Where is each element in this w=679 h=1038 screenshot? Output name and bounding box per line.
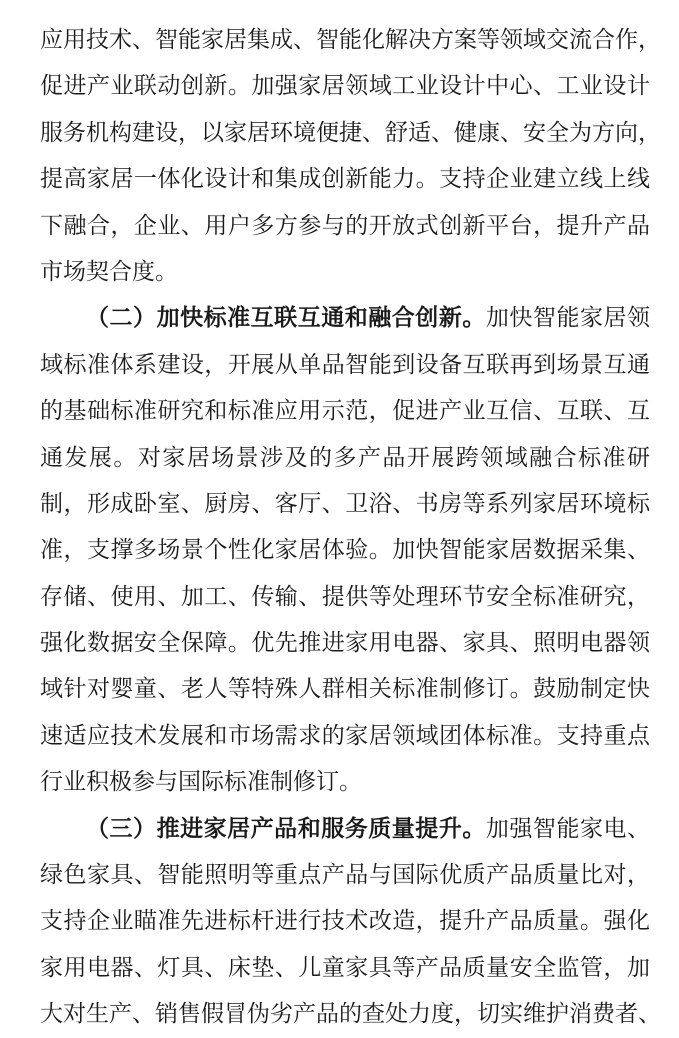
text-line: 应用技术、智能家居集成、智能化解决方案等领域交流合作，: [40, 27, 661, 53]
text-line: 制，形成卧室、厨房、客厅、卫浴、书房等系列家居环境标: [40, 490, 650, 517]
text-line: 支持企业瞄准先进标杆进行技术改造，提升产品质量。强化: [40, 908, 650, 935]
text-line: 大对生产、销售假冒伪劣产品的查处力度，切实维护消费者、: [40, 1001, 661, 1028]
text-line: [40, 806, 650, 852]
text-line: 速适应技术发展和市场需求的家居领域团体标准。支持重点: [40, 722, 650, 749]
text-line: 提高家居一体化设计和集成创新能力。支持企业建立线上线: [40, 166, 650, 193]
text-line: [40, 295, 650, 341]
text-line: 通发展。对家居场景涉及的多产品开展跨领域融合标准研: [40, 444, 650, 471]
text-line: 家用电器、灯具、床垫、儿童家具等产品质量安全监管，加: [40, 954, 650, 981]
text-line: 服务机构建设，以家居环境便捷、舒适、健康、安全为方向，: [40, 119, 661, 146]
text-line: 绿色家具、智能照明等重点产品与国际优质产品质量比对，: [40, 862, 650, 889]
section-heading: （三）推进家居产品和服务质量提升。: [86, 815, 486, 842]
text-line: 市场契合度。: [40, 258, 178, 285]
text-line: 准，支撑多场景个性化家居体验。加快智能家居数据采集、: [40, 537, 650, 564]
text-line: 域标准体系建设，开展从单品智能到设备互联再到场景互通: [40, 351, 650, 378]
text-span: 加快智能家居领: [485, 305, 651, 332]
text-line: 促进产业联动创新。加强家居领域工业设计中心、工业设计: [40, 73, 650, 100]
text-line: 强化数据安全保障。优先推进家用电器、家具、照明电器领: [40, 630, 650, 657]
paragraph-2: [40, 295, 679, 805]
text-line: 的基础标准研究和标准应用示范，促进产业互信、互联、互: [40, 398, 650, 425]
text-line: 域针对婴童、老人等特殊人群相关标准制修订。鼓励制定快: [40, 676, 650, 703]
text-line: 行业积极参与国际标准制修订。: [40, 769, 362, 796]
paragraph-1: [40, 17, 679, 295]
paragraph-3: [40, 806, 679, 1038]
text-span: 加强智能家电、: [485, 815, 651, 842]
text-line: 下融合，企业、用户多方参与的开放式创新平台，提升产品: [40, 212, 650, 239]
section-heading: （二）加快标准互联互通和融合创新。: [86, 305, 486, 332]
text-line: 存储、使用、加工、传输、提供等处理环节安全标准研究，: [40, 583, 650, 610]
